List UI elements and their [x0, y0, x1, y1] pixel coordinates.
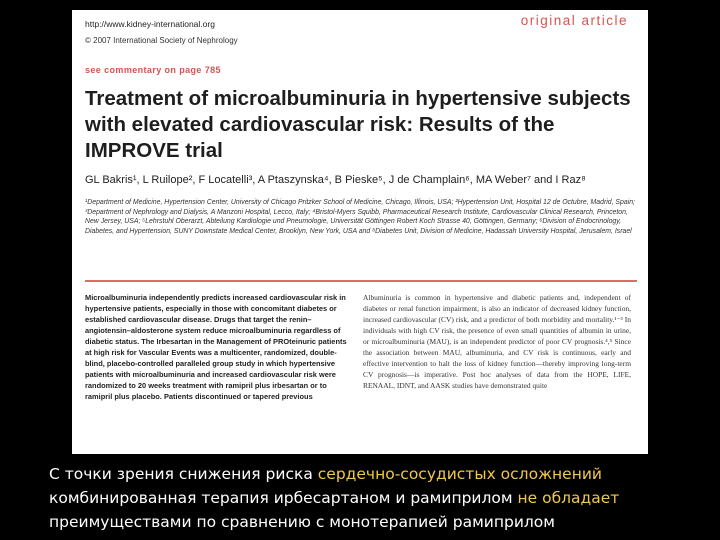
copyright-line: © 2007 International Society of Nephrology	[85, 36, 238, 45]
affiliations: ¹Department of Medicine, Hypertension Center, University of Chicago Pritzker School of Medicine, Chicago, Illinois, USA; ²Hypertension Unit, Hospital 12 de Octubre, Madrid, Spain; ³Department of Nephrology and Dialysis, A Manzoni Hospital, Lecco, Italy; ⁴Bristol-Myers Squibb, Pharmaceutical Research Institute, Cardiovascular Clinical Research, Princeton, New Jersey, USA; ⁵Lehrstuhl Oberarzt, Abteilung Kardiologie und Pneumologie, Universität Göttingen Robert Koch Strasse 40, Göttingen, Germany; ⁶Division of Endocrinology, Diabetes, and Hypertension, SUNY Downstate Medical Center, Brooklyn, New York, USA and ⁸Diabetes Unit, Division of Medicine, Hadassah University Hospital, Jerusalem, Israel	[85, 199, 635, 235]
caption-highlight-cv-complications: сердечно-сосудистых осложнений	[317, 465, 602, 483]
article-type-label: original article	[520, 13, 628, 28]
caption-highlight-no-advantage: не обладает	[517, 489, 620, 507]
article-title: Treatment of microalbuminuria in hypertensive subjects with elevated cardiovascular risk: Results of the IMPROVE trial	[85, 87, 631, 162]
commentary-note: see commentary on page 785	[85, 65, 221, 75]
journal-url: http://www.kidney-international.org	[85, 19, 215, 29]
author-list: GL Bakris¹, L Ruilope², F Locatelli³, A Ptaszynska⁴, B Pieske⁵, J de Champlain⁶, MA Weber⁷ and I Raz⁸	[85, 174, 586, 186]
caption-part-2: комбинированная терапия ирбесартаном и рамиприлом	[49, 489, 518, 507]
abstract-text: Microalbuminuria independently predicts increased cardiovascular risk in hypertensive patients, especially in those with concomitant diabetes or established cardiovascular disease. Drugs that target the renin–angiotensin–aldosterone system reduce microalbuminuria regardless of diabetic status. The Irbesartan in the Management of PROteinuric patients at high risk for Vascular Events was a multicenter, randomized, double-blind, placebo-controlled paralleled group study in which hypertensive patients with microalbuminuria and increased cardiovascular risk were randomized to 20 weeks treatment with ramipril plus irbesartan or to ramipril plus placebo. Patients discontinued or tapered previous	[85, 293, 347, 401]
caption-part-1: С точки зрения снижения риска	[49, 465, 318, 483]
divider-rule	[85, 280, 637, 282]
introduction-text: Albuminuria is common in hypertensive and diabetic patients and, independent of diabetes or renal function impairment, is also an indicator of decreased kidney function, increased cardiovascular (CV) risk, and a predictor of both morbidity and mortality.¹⁻³ In individuals with high CV risk, the presence of even small quantities of albumin in urine, or microalbuminuria (MAU), is an independent predictor of poor CV prognosis.⁴,⁵ Since the association between MAU, albuminuria, and CV risk is continuous, early and effective intervention to halt the loss of kidney function—thereby improving long-term CV prognosis—is imperative. Post hoc analyses of data from the HOPE, LIFE, RENAAL, IDNT, and AASK studies have demonstrated quite	[363, 293, 631, 390]
article-page-image	[72, 10, 648, 454]
caption-part-3: преимуществами по сравнению с монотерапией рамиприлом	[49, 513, 555, 531]
slide-caption	[49, 462, 709, 534]
